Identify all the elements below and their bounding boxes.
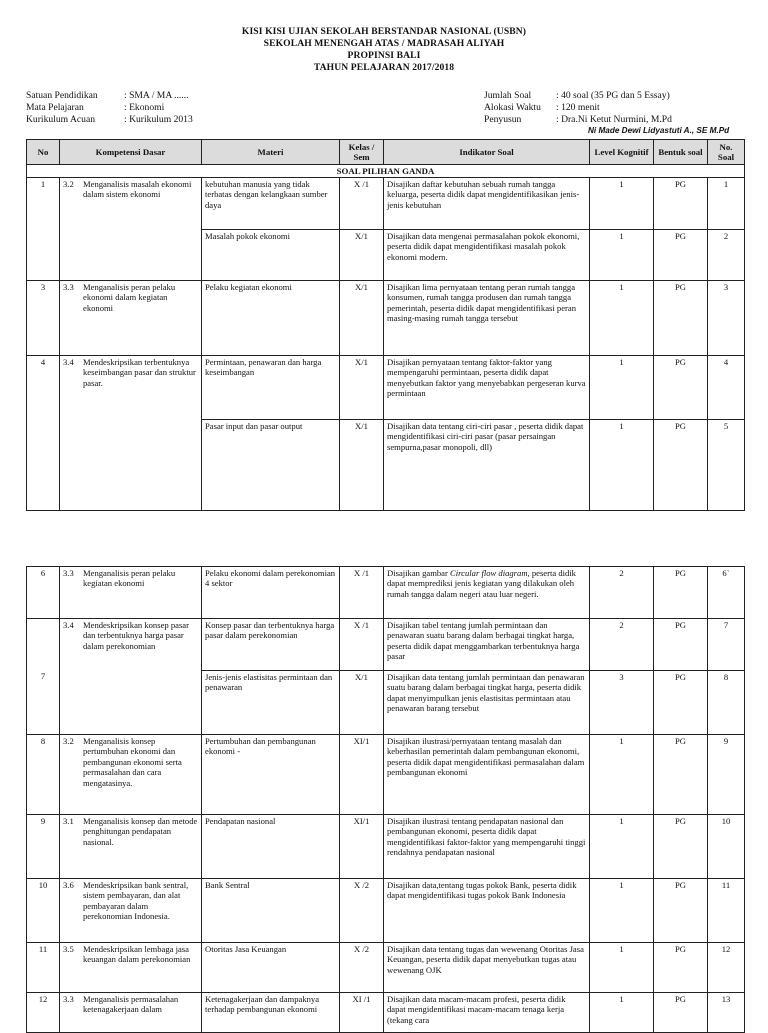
cell-level: 1: [590, 943, 654, 993]
table-row: [27, 993, 745, 1033]
cell-bentuk: PG: [654, 879, 708, 943]
cell-level: 1: [590, 281, 654, 356]
kd-text: Mendeskripsikan terbentuknya keseimbangan pasar dan struktur pasar.: [83, 357, 196, 388]
cell-level: 1: [590, 735, 654, 815]
kd-text: Mendeskripsikan lembaga jasa keuangan dalam perekonomian: [83, 944, 191, 965]
cell-level: 1: [590, 356, 654, 420]
table-row: [27, 619, 745, 671]
cell-no: 4: [27, 356, 60, 511]
cell-nosoal: 8: [708, 671, 745, 735]
cell-materi: Pelaku kegiatan ekonomi: [202, 281, 340, 356]
cell-no: 9: [27, 815, 60, 879]
cell-no: 3: [27, 281, 60, 356]
header-kelas: Kelas / Sem: [340, 140, 384, 165]
cell-nosoal: 7: [708, 619, 745, 671]
cell-kelas: X/1: [340, 230, 384, 281]
kd-text: Menganalisis peran pelaku kegiatan ekonomi: [83, 568, 176, 589]
cell-bentuk: PG: [654, 178, 708, 230]
cell-nosoal: 10: [708, 815, 745, 879]
cell-kompetensi: [60, 567, 202, 619]
cell-materi: Ketenagakerjaan dan dampaknya terhadap pembangunan ekonomi: [202, 993, 340, 1033]
cell-kompetensi: [60, 281, 202, 356]
kisi-table-continued: [26, 566, 745, 1033]
cell-indikator: Disajikan data tentang ciri-ciri pasar , peserta didik dapat mengidentifikasi ciri-ciri pasar (pasar persaingan sempurna,pasar monopoli, dll): [384, 420, 590, 511]
cell-bentuk: PG: [654, 567, 708, 619]
cell-kelas: X/1: [340, 420, 384, 511]
cell-nosoal: 4: [708, 356, 745, 420]
cell-no: 6: [27, 567, 60, 619]
cell-nosoal: 9: [708, 735, 745, 815]
meta-value: : Ekonomi: [124, 102, 165, 113]
header-level: Level Kognitif: [590, 140, 654, 165]
cell-indikator: [384, 567, 590, 619]
meta-label: Satuan Pendidikan: [26, 90, 98, 101]
table-row: [27, 879, 745, 943]
cell-indikator: Disajikan pernyataan tentang faktor-faktor yang mempengaruhi permintaan, peserta didik dapat menyebutkan faktor yang menyebabkan pergeseran kurva permintaan: [384, 356, 590, 420]
cell-kompetensi: [60, 356, 202, 511]
meta-label: Penyusun: [484, 114, 522, 125]
cell-level: 2: [590, 619, 654, 671]
cell-indikator: Disajikan data mengenai permasalahan pokok ekonomi, peserta didik dapat mengidentifikasi masalah pokok ekonomi modern.: [384, 230, 590, 281]
kd-text: Menganalisis permasalahan ketenagakerjaan dalam: [83, 994, 179, 1015]
cell-kelas: X/1: [340, 356, 384, 420]
meta-label: Kurikulum Acuan: [26, 114, 96, 125]
table-row: [27, 815, 745, 879]
cell-kompetensi: [60, 993, 202, 1033]
cell-indikator: Disajikan daftar kebutuhan sebuah rumah tangga keluarga, peserta didik dapat mengidentifikasikan jenis-jenis kebutuhan: [384, 178, 590, 230]
cell-nosoal: 3: [708, 281, 745, 356]
indikator-post: peserta didik dapat memprediksi jenis kegiatan yang dilakukan oleh rumah tangga dalam negeri atau luar negeri.: [387, 568, 576, 599]
table-row: [27, 281, 745, 356]
kd-code: 3.3: [63, 994, 74, 1004]
cell-no: 12: [27, 993, 60, 1033]
cell-kompetensi: [60, 879, 202, 943]
cell-kelas: XI /1: [340, 993, 384, 1033]
title-line-3: PROPINSI BALI: [347, 50, 421, 61]
cell-nosoal: 2: [708, 230, 745, 281]
kd-code: 3.5: [63, 944, 74, 954]
cell-level: 1: [590, 993, 654, 1033]
cell-materi: Pendapatan nasional: [202, 815, 340, 879]
cell-materi: Pertumbuhan dan pembangunan ekonomi -: [202, 735, 340, 815]
cell-materi: Permintaan, penawaran dan harga keseimbangan: [202, 356, 340, 420]
section-title: SOAL PILIHAN GANDA: [27, 165, 745, 178]
meta-satuan: [26, 90, 193, 102]
title-line-1: KISI KISI UJIAN SEKOLAH BERSTANDAR NASIONAL (USBN): [241, 26, 527, 37]
penyusun-second: Ni Made Dewi Lidyastuti A., SE M.Pd: [588, 126, 730, 135]
meta-value: : 120 menit: [556, 102, 600, 113]
cell-bentuk: PG: [654, 356, 708, 420]
title-line-2: SEKOLAH MENENGAH ATAS / MADRASAH ALIYAH: [263, 38, 505, 49]
meta-jumlah-soal: [484, 90, 672, 102]
cell-kompetensi: [60, 735, 202, 815]
indikator-pre: Disajikan gambar: [387, 568, 451, 578]
kd-code: 3.3: [63, 568, 74, 578]
kd-text: Menganalisis konsep dan metode penghitungan pendapatan nasional.: [83, 816, 198, 847]
cell-no: 10: [27, 879, 60, 943]
cell-materi: kebutuhan manusia yang tidak terbatas dengan kelangkaan sumber daya: [202, 178, 340, 230]
header-bentuk: Bentuk soal: [654, 140, 708, 165]
cell-indikator: Disajikan data,tentang tugas pokok Bank, peserta didik dapat mengidentifikasi tugas pokok Bank Indonesia: [384, 879, 590, 943]
cell-nosoal: 12: [708, 943, 745, 993]
kisi-table: [26, 139, 745, 511]
meta-value: : Dra.Ni Ketut Nurmini, M.Pd: [556, 114, 672, 125]
cell-materi: Konsep pasar dan terbentuknya harga pasar dalam perekonomian: [202, 619, 340, 671]
header-indikator: Indikator Soal: [384, 140, 590, 165]
cell-kelas: X /1: [340, 567, 384, 619]
kd-code: 3.4: [63, 620, 74, 630]
title-line-4: TAHUN PELAJARAN 2017/2018: [313, 62, 455, 73]
cell-level: 1: [590, 420, 654, 511]
table-row: [27, 178, 745, 230]
cell-kelas: X /2: [340, 879, 384, 943]
cell-nosoal: 6`: [708, 567, 745, 619]
cell-no: 11: [27, 943, 60, 993]
cell-indikator: Disajikan ilustrasi/pernyataan tentang masalah dan keberhasilan pemerintah dalam pembangunan ekonomi, peserta didik dapat mengidentifikasi permasalahan dalam pembangunan ekonomi: [384, 735, 590, 815]
meta-label: Jumlah Soal: [484, 90, 532, 101]
cell-kompetensi: [60, 619, 202, 735]
meta-value: : 40 soal (35 PG dan 5 Essay): [556, 90, 670, 101]
kd-text: Mendeskripsikan konsep pasar dan terbentuknya harga pasar dalam perekonomian: [83, 620, 189, 651]
cell-materi: Otoritas Jasa Keuangan: [202, 943, 340, 993]
meta-label: Mata Pelajaran: [26, 102, 84, 113]
kd-text: Menganalisis peran pelaku ekonomi dalam kegiatan ekonomi: [83, 282, 176, 313]
cell-bentuk: PG: [654, 420, 708, 511]
table-row: [27, 735, 745, 815]
cell-nosoal: 5: [708, 420, 745, 511]
meta-right: [484, 90, 672, 126]
cell-indikator: Disajikan data macam-macam profesi, peserta didik dapat mengidentifikasi macam-macam tenaga kerja (tekang cara: [384, 993, 590, 1033]
header-row: [27, 140, 745, 165]
indikator-em: Circular flow diagram,: [450, 568, 530, 578]
cell-kelas: X/1: [340, 671, 384, 735]
cell-materi: Jenis-jenis elastisitas permintaan dan penawaran: [202, 671, 340, 735]
cell-kompetensi: [60, 943, 202, 993]
cell-nosoal: 13: [708, 993, 745, 1033]
kd-text: Menganalisis masalah ekonomi dalam sistem ekonomi: [83, 179, 192, 200]
cell-indikator: Disajikan lima pernyataan tentang peran rumah tangga konsumen, rumah tangga produsen dan rumah tangga pemerintah, peserta didik dapat mengidentifikasi peran masing-masing rumah tangga tersebut: [384, 281, 590, 356]
kd-code: 3.1: [63, 816, 74, 826]
cell-kompetensi: [60, 178, 202, 281]
section-row: [27, 165, 745, 178]
cell-indikator: Disajikan data tentang tugas dan wewenang Otoritas Jasa Keuangan, peserta didik dapat menyebutkan tugas atau wewenang OJK: [384, 943, 590, 993]
cell-kelas: X /2: [340, 943, 384, 993]
cell-bentuk: PG: [654, 993, 708, 1033]
kd-text: Menganalisis konsep pertumbuhan ekonomi dan pembangunan ekonomi serta permasalahan dan cara mengatasinya.: [83, 736, 182, 788]
header-materi: Materi: [202, 140, 340, 165]
cell-kelas: XI/1: [340, 815, 384, 879]
meta-kurikulum: [26, 114, 193, 126]
cell-bentuk: PG: [654, 735, 708, 815]
cell-indikator: Disajikan data tentang jumlah permintaan dan penawaran suatu barang dalam berbagai tingkat harga, peserta didik dapat menyimpulkan jenis elastisitas permintaan atau penawaran barang tersebut: [384, 671, 590, 735]
cell-kelas: X/1: [340, 281, 384, 356]
document-title: [0, 26, 768, 74]
cell-bentuk: PG: [654, 943, 708, 993]
cell-level: 3: [590, 671, 654, 735]
cell-kelas: X /1: [340, 619, 384, 671]
kd-code: 3.2: [63, 736, 74, 746]
cell-bentuk: PG: [654, 815, 708, 879]
cell-bentuk: PG: [654, 230, 708, 281]
cell-materi: Pasar input dan pasar output: [202, 420, 340, 511]
cell-materi: Bank Sentral: [202, 879, 340, 943]
cell-indikator: Disajikan ilustrasi tentang pendapatan nasional dan pembangunan ekonomi, peserta didik dapat mengidentifikasi faktor-faktor yang mempengaruhi tinggi rendahnya pendapatan nasional: [384, 815, 590, 879]
cell-nosoal: 1: [708, 178, 745, 230]
table-row: [27, 567, 745, 619]
table-row: [27, 943, 745, 993]
cell-level: 1: [590, 815, 654, 879]
cell-kelas: X /1: [340, 178, 384, 230]
cell-kelas: XI/1: [340, 735, 384, 815]
cell-kompetensi: [60, 815, 202, 879]
meta-alokasi: [484, 102, 672, 114]
kd-code: 3.4: [63, 357, 74, 367]
kd-code: 3.3: [63, 282, 74, 292]
cell-no: 8: [27, 735, 60, 815]
cell-no: 7: [27, 619, 60, 735]
cell-bentuk: PG: [654, 281, 708, 356]
table-row: [27, 356, 745, 420]
cell-level: 1: [590, 230, 654, 281]
cell-bentuk: PG: [654, 619, 708, 671]
meta-label: Alokasi Waktu: [484, 102, 541, 113]
cell-materi: Pelaku ekonomi dalam perekonomian 4 sektor: [202, 567, 340, 619]
meta-value: : SMA / MA ......: [124, 90, 189, 101]
meta-left: [26, 90, 193, 126]
meta-penyusun: [484, 114, 672, 126]
meta-mapel: [26, 102, 193, 114]
cell-materi: Masalah pokok ekonomi: [202, 230, 340, 281]
cell-bentuk: PG: [654, 671, 708, 735]
header-kompetensi: Kompetensi Dasar: [60, 140, 202, 165]
kd-code: 3.2: [63, 179, 74, 189]
cell-indikator: Disajikan tabel tentang jumlah permintaan dan penawaran suatu barang dalam berbagai tingkat harga, peserta didik dapat menggambarkan terbentuknya harga pasar: [384, 619, 590, 671]
cell-no: 1: [27, 178, 60, 281]
kd-text: Mendeskripsikan bank sentral, sistem pembayaran, dan alat pembayaran dalam perekonomian Indonesia.: [83, 880, 189, 922]
header-nosoal: No. Soal: [708, 140, 745, 165]
cell-nosoal: 11: [708, 879, 745, 943]
cell-level: 2: [590, 567, 654, 619]
header-no: No: [27, 140, 60, 165]
cell-level: 1: [590, 879, 654, 943]
kd-code: 3.6: [63, 880, 74, 890]
cell-level: 1: [590, 178, 654, 230]
meta-value: : Kurikulum 2013: [124, 114, 193, 125]
